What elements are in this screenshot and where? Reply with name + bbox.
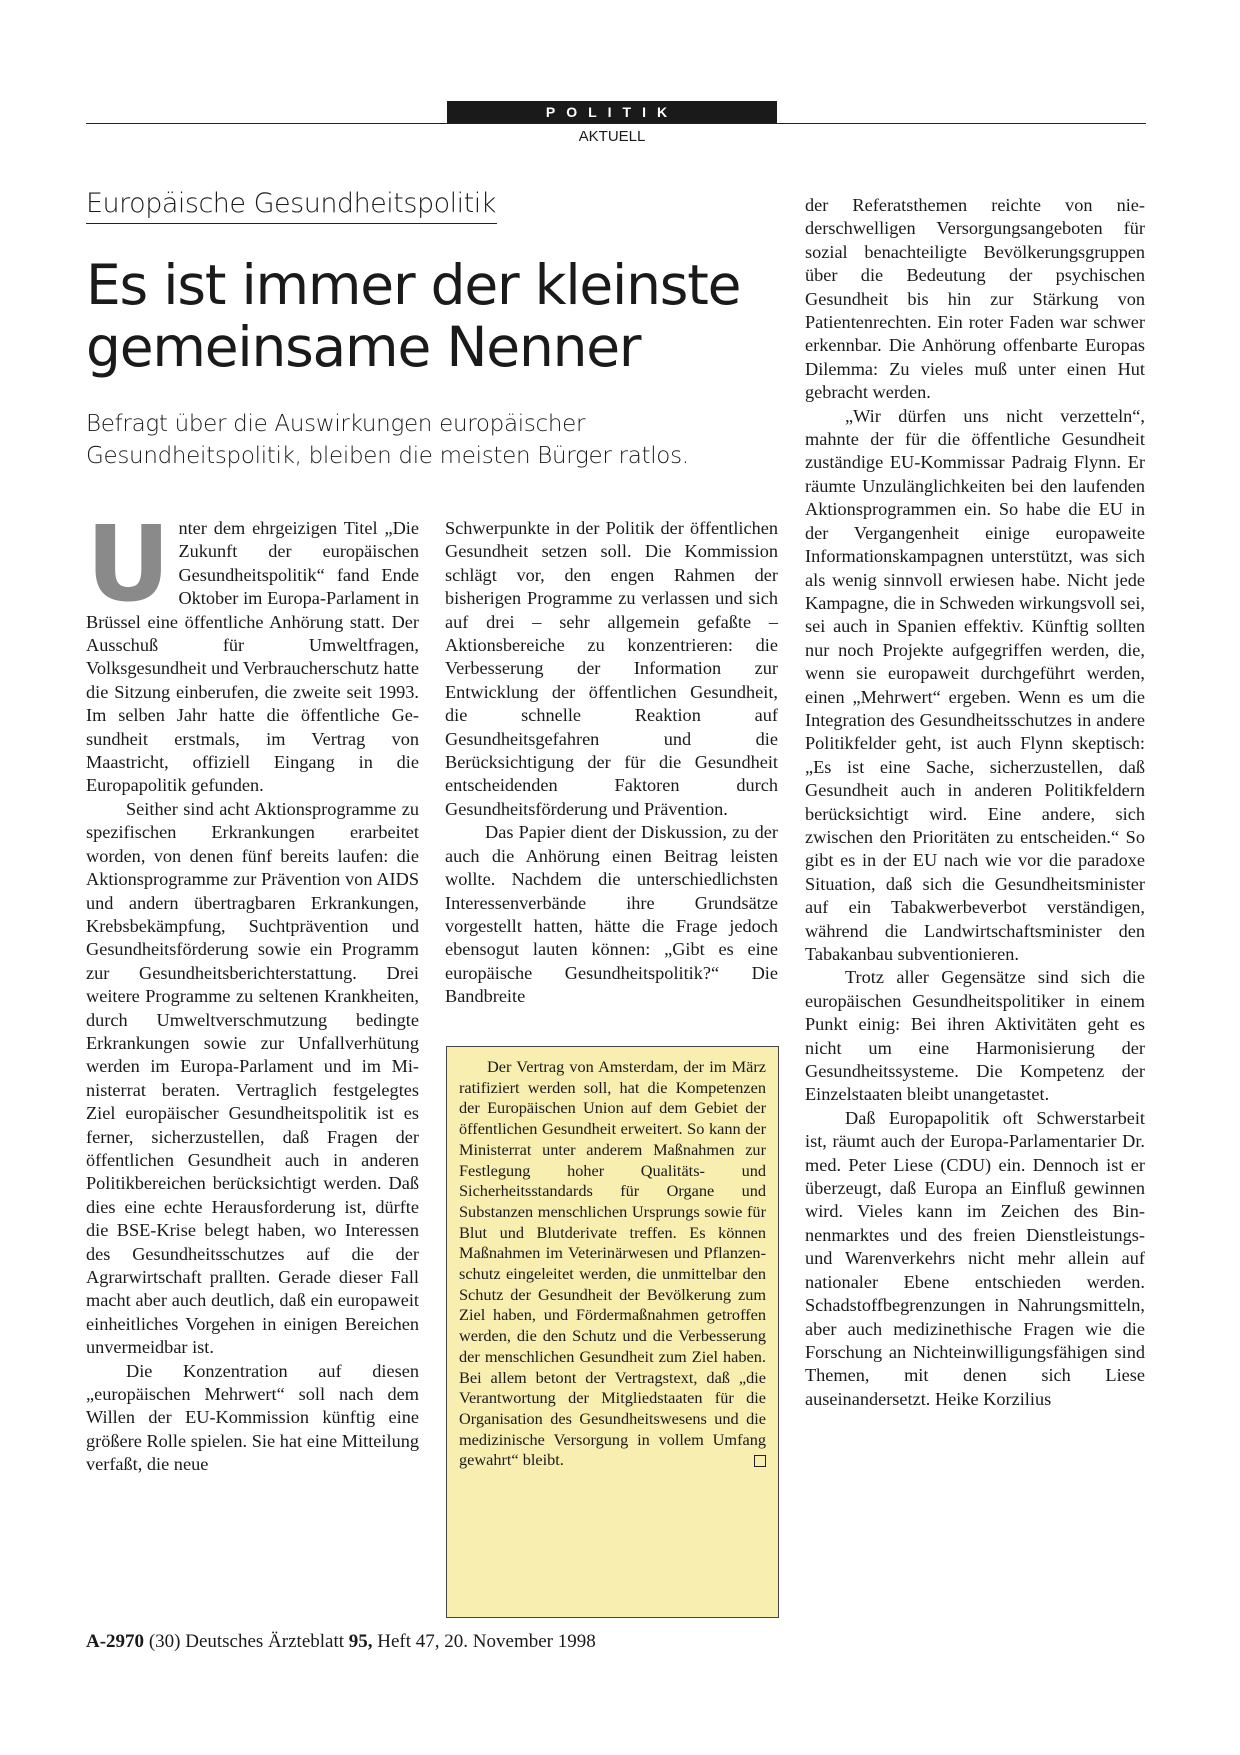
paragraph: Die Konzentration auf diesen „europäischen Mehrwert“ soll nach dem Willen der EU-Kommission künftig eine größere Rolle spielen. Sie hat eine Mitteilung verfaßt, die neue <box>86 1360 419 1475</box>
paragraph: der Referatsthemen reichte von niederschwelligen Versorgungsangeboten für sozial benachteiligte Bevölkerungsgruppen über die Bedeutung der psychischen Gesundheit bis hin zur Stärkung von Patientenrechten. Ein roter Faden war schwer erkennbar. Die Anhörung offenbarte Europas Dilemma: Zu vieles muß unter einen Hut gebracht werden. <box>805 195 1145 403</box>
lead-line-2: Gesundheitspolitik, bleiben die meisten Bürger ratlos. <box>86 443 689 469</box>
paragraph: Schwerpunkte in der Politik der öffentlichen Gesundheit setzen soll. Die Kommission schlägt vor, den engen Rahmen der bisherigen Programme zu verlassen und sich auf drei – sehr allgemein gefaßte – Aktionsbereiche zu konzentrieren: die Verbesserung der Information zur Entwicklung der öffentlichen Gesundheit, die schnelle Reaktion auf Gesundheitsgefahren und die Berücksichtigung der für die Gesundheit entscheidenden Faktoren durch Gesundheitsförderung und Prävention. <box>445 518 778 819</box>
paragraph: Trotz aller Gegensätze sind sich die europäischen Gesundheitspolitiker in einem Punkt einig: Bei ihren Aktivitäten geht es nicht um eine Harmonisierung der Gesundheitssysteme. Die Kompetenz der Einzelstaaten bleibt unangetastet. <box>805 967 1145 1105</box>
section-label: POLITIK <box>447 101 777 123</box>
header-rule <box>86 123 1146 124</box>
paragraph-text: nter dem ehrgeizigen Titel „Die Zukunft der europäischen Gesundheitspolitik“ fand Ende Oktober im Europa-Parlament in Brüssel eine öffentliche Anhörung statt. Der Ausschuß für Umweltfragen, Volksgesundheit und Verbraucherschutz hatte die Sitzung einberufen, die zweite seit 1993. Im selben Jahr hatte die öffentliche Gesundheit erstmals, im Vertrag von Maastricht, offiziell Eingang in die Europapolitik gefunden. <box>86 518 419 796</box>
page-footer <box>86 1630 596 1654</box>
issue: Heft 47, 20. November 1998 <box>377 1631 596 1652</box>
headline-line-2: gemeinsame Nenner <box>86 315 641 379</box>
paragraph: „Wir dürfen uns nicht verzetteln“, mahnte der für die öffentliche Gesundheit zuständige EU-Kommissar Padraig Flynn. Er räumte Unzulänglichkeiten bei den laufenden Aktionsprogrammen ein. So habe die EU in der Vergangenheit einige europaweite Informationskampagnen unterstützt, was sich als wenig sinnvoll erwiesen habe. Nicht jede Kampagne, die in Schweden wirkungsvoll sei, sei auch in Spanien effektiv. Künftig sollten nur noch Projekte aufgegriffen werden, die, wenn sie europaweit durchgeführt werden, einen „Mehrwert“ ergeben. Wenn es um die Integration des Gesundheitsschutzes in andere Politikfelder geht, ist auch Flynn skeptisch: „Es ist eine Sache, sicherzustellen, daß Gesundheit auch in anderen Politikfeldern berücksichtigt wird. Eine andere, sich zwischen den Prioritäten zu entscheiden.“ So gibt es in der EU nach wie vor die paradoxe Situation, daß sich die Gesundheitsminister auf ein Tabakwerbeverbot verständigen, während die Landwirtschaftsminister den Tabakanbau subventionieren. <box>805 405 1145 964</box>
paragraph: Seither sind acht Aktionsprogramme zu spezifischen Erkrankungen erarbeitet worden, von denen fünf bereits laufen: die Aktionsprogramme zur Prävention von AIDS und andern übertragbaren Erkrankungen, Krebsbekämpfung, Suchtprävention und Gesundheitsförderung sowie ein Programm zur Gesundheitsberichterstattung. Drei weitere Programme zu seltenen Krankheiten, durch Umweltverschmutzung bedingte Erkrankungen sowie zur Unfallverhütung werden im Europa-Parlament und im Ministerrat beraten. Vertraglich festgelegtes Ziel europäischer Gesundheitspolitik ist es ferner, sicherzustellen, daß Fragen der öffentlichen Gesundheit auch in anderen Politikbereichen berücksichtigt werden. Daß dies eine echte Herausforderung ist, dürfte die BSE-Krise belegt haben, wo Interessen des Gesundheitsschutzes auf die der Agrarwirtschaft prallten. Gerade dieser Fall macht aber auch deutlich, daß ein europaweit einheitliches Vorgehen in einigen Bereichen unvermeidbar ist. <box>86 798 419 1358</box>
drop-cap: U <box>86 503 171 625</box>
subsection-label: AKTUELL <box>578 128 646 145</box>
paragraph <box>86 503 419 798</box>
article-kicker: Europäische Gesundheitspolitik <box>86 187 497 224</box>
page-code: A-2970 <box>86 1631 145 1652</box>
text-column-3 <box>805 194 1145 1411</box>
info-box-body: Der Vertrag von Amsterdam, der im März ratifiziert werden soll, hat die Kompetenzen der Europäischen Union auf dem Gebiet der öffentlichen Gesundheit erweitert. So kann der Ministerrat unter anderem Maßnahmen zur Festlegung hoher Qualitäts- und Sicherheitsstandards für Organe und Substanzen menschlichen Ursprungs sowie für Blut und Blutderivate treffen. Es können Maßnahmen im Veterinärwesen und Pflanzenschutz eingeleitet werden, die unmittelbar den Schutz der Gesundheit der Bevölkerung zum Ziel haben, und Fördermaßnahmen getroffen werden, die den Schutz und die Verbesserung der menschlichen Gesundheit zum Ziel haben. Bei allem betont der Vertragstext, daß „die Verantwortung der Mitgliedstaaten für die Organisation des Gesundheitswesens und die medizinische Versorgung in vollem Umfang gewahrt“ bleibt. <box>459 1057 766 1470</box>
text-column-2 <box>445 517 778 1009</box>
paragraph: Das Papier dient der Diskussion, zu der auch die Anhörung einen Beitrag leisten wollte. Nachdem die unterschiedlichsten Interessenverbände ihre Grundsätze vorgestellt hatten, hätte die Frage jedoch ebensogut lauten können: „Gibt es eine europäische Gesundheitspolitik?“ Die Bandbreite <box>445 822 778 1007</box>
paragraph: Daß Europapolitik oft Schwerstarbeit ist, räumt auch der Europa-Parlamentarier Dr. med. Peter Liese (CDU) ein. Dennoch ist er überzeugt, daß Europa an Einfluß gewinnen wird. Vieles kann im Zeichen des Binnenmarktes und des freien Dienstleistungs- und Warenverkehrs nicht mehr allein auf nationaler Ebene entschieden werden. Schadstoffbegrenzungen in Nahrungsmitteln, aber auch medizinethische Fragen wie die Forschung an Nichteinwilligungsfähigen sind Themen, mit denen sich Liese auseinandersetzt. Heike Korzilius <box>805 1107 1145 1409</box>
volume: 95, <box>348 1631 373 1652</box>
citation: (30) Deutsches Ärzteblatt <box>148 1631 345 1652</box>
article-headline <box>86 254 786 378</box>
text-column-1 <box>86 503 419 1477</box>
info-box <box>446 1046 779 1618</box>
headline-line-1: Es ist immer der kleinste <box>86 253 741 317</box>
article-lead <box>86 408 776 472</box>
end-mark-icon <box>754 1455 766 1467</box>
info-box-text <box>459 1057 766 1471</box>
lead-line-1: Befragt über die Auswirkungen europäischer <box>86 411 586 437</box>
